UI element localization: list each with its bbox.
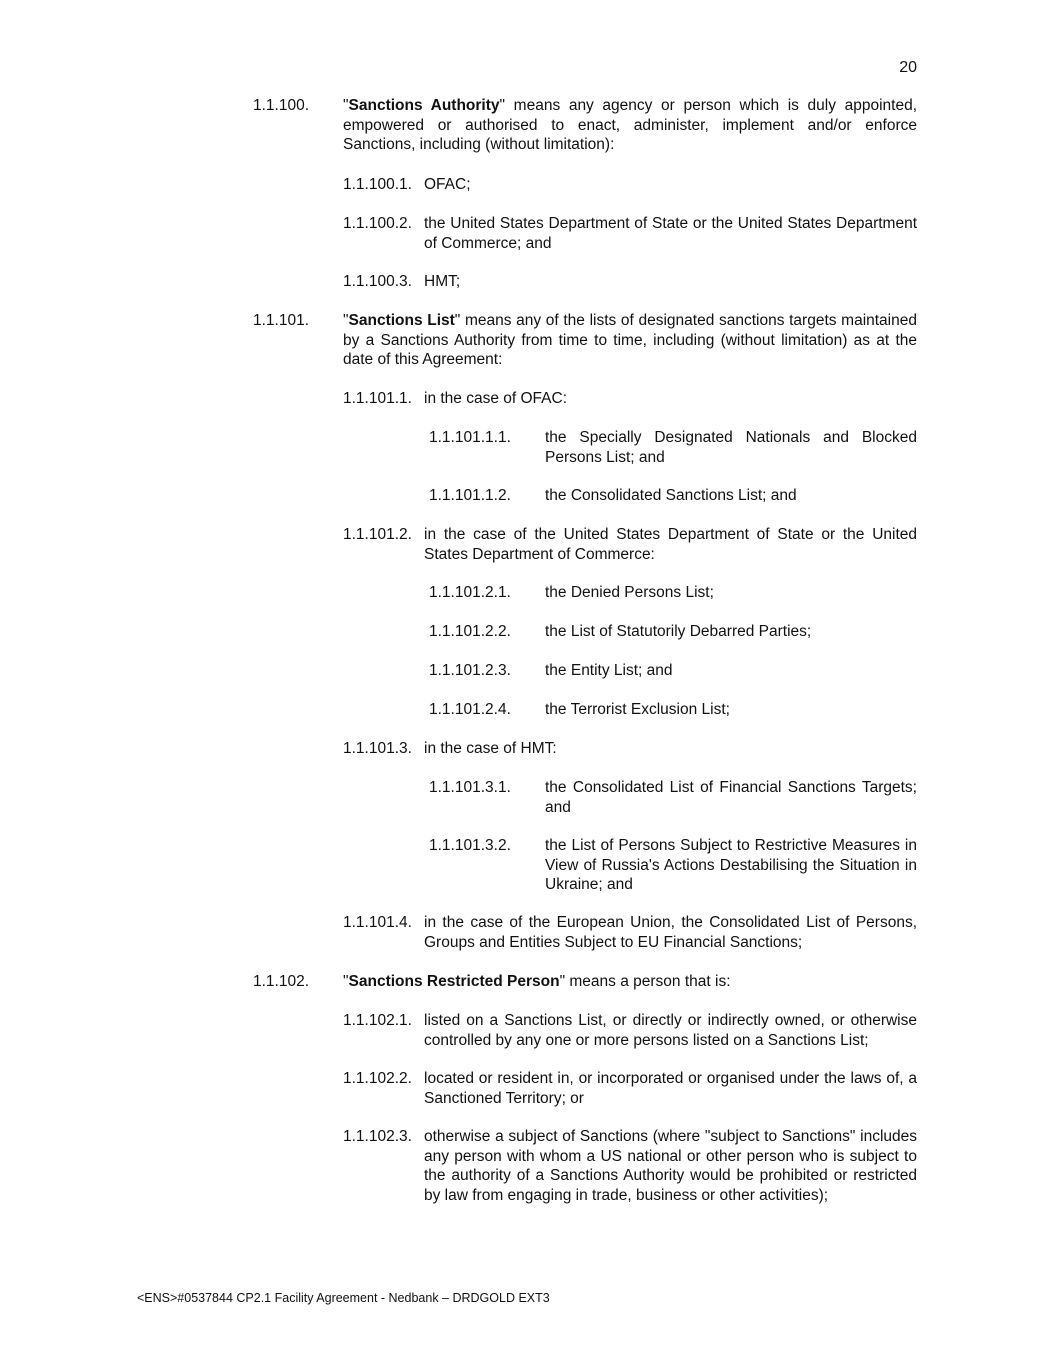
clause-number: 1.1.100. [253,97,310,114]
clause-number: 1.1.101.2.3. [429,662,511,679]
clause-text: the List of Statutorily Debarred Parties; [545,623,812,640]
clause-text: located or resident in, or incorporated or organised under the laws of, a Sanctioned Territory; or [424,1070,917,1107]
clause-number: 1.1.101. [253,312,310,329]
clause-number: 1.1.101.2. [343,526,412,543]
defined-term: Sanctions List [348,312,455,329]
defined-term: Sanctions Authority [348,97,500,114]
definition-body: means any agency or person which is duly appointed, empowered or authorised to enact, administer, implement and/or enforce Sanctions, including (without limitation): [343,97,917,153]
clause-number: 1.1.102. [253,973,310,990]
clause-number: 1.1.102.1. [343,1012,412,1029]
clause-number: 1.1.101.3.1. [429,779,511,796]
document-footer: <ENS>#0537844 CP2.1 Facility Agreement - Nedbank – DRDGOLD EXT3 [137,1291,550,1305]
clause-number: 1.1.100.2. [343,215,412,232]
clause-number: 1.1.102.2. [343,1070,412,1087]
clause-text: "Sanctions List" means any of the lists of designated sanctions targets maintained by a Sanctions Authority from time to time, including (without limitation) as at the date of this Agreement: [343,312,917,368]
clause-number: 1.1.101.3.2. [429,837,511,854]
clause-text: in the case of OFAC: [424,390,568,407]
clause-text: HMT; [424,273,461,290]
clause-text: "Sanctions Restricted Person" means a person that is: [343,973,731,990]
clause-text: OFAC; [424,176,471,193]
page-number: 20 [899,59,917,76]
clause-number: 1.1.102.3. [343,1128,412,1145]
clause-text: "Sanctions Authority" means any agency or person which is duly appointed, empowered or authorised to enact, administer, implement and/or enforce Sanctions, including (without limitation): [343,97,917,153]
clause-number: 1.1.101.4. [343,914,412,931]
clause-text: the Terrorist Exclusion List; [545,701,730,718]
clause-number: 1.1.101.1.2. [429,487,511,504]
clause-text: in the case of HMT: [424,740,557,757]
defined-term: Sanctions Restricted Person [348,973,560,990]
clause-number: 1.1.101.2.1. [429,584,511,601]
clause-text: in the case of the European Union, the Consolidated List of Persons, Groups and Entities Subject to EU Financial Sanctions; [424,914,917,951]
clause-number: 1.1.101.1. [343,390,412,407]
clause-text: the List of Persons Subject to Restrictive Measures in View of Russia's Actions Destabilising the Situation in Ukraine; and [545,837,917,893]
clause-number: 1.1.101.2.2. [429,623,511,640]
clause-text: the Entity List; and [545,662,673,679]
clause-text: otherwise a subject of Sanctions (where "subject to Sanctions" includes any person with whom a US national or other person who is subject to the authority of a Sanctions Authority would be prohibited or restricted by law from engaging in trade, business or other activities); [424,1128,917,1204]
clause-text: the Specially Designated Nationals and Blocked Persons List; and [545,429,917,466]
clause-text: the Consolidated Sanctions List; and [545,487,797,504]
clause-text: the Consolidated List of Financial Sanctions Targets; and [545,779,917,816]
clause-number: 1.1.101.1.1. [429,429,511,446]
clause-text: the United States Department of State or the United States Department of Commerce; and [424,215,917,252]
clause-number: 1.1.100.3. [343,273,412,290]
clause-number: 1.1.101.3. [343,740,412,757]
clause-number: 1.1.100.1. [343,176,412,193]
clause-text: the Denied Persons List; [545,584,714,601]
clause-number: 1.1.101.2.4. [429,701,511,718]
clause-text: listed on a Sanctions List, or directly or indirectly owned, or otherwise controlled by any one or more persons listed on a Sanctions List; [424,1012,917,1049]
definition-body: means any of the lists of designated sanctions targets maintained by a Sanctions Authority from time to time, including (without limitation) as at the date of this Agreement: [343,312,917,368]
clause-text: in the case of the United States Department of State or the United States Department of Commerce: [424,526,917,563]
definition-body: means a person that is: [565,973,731,990]
